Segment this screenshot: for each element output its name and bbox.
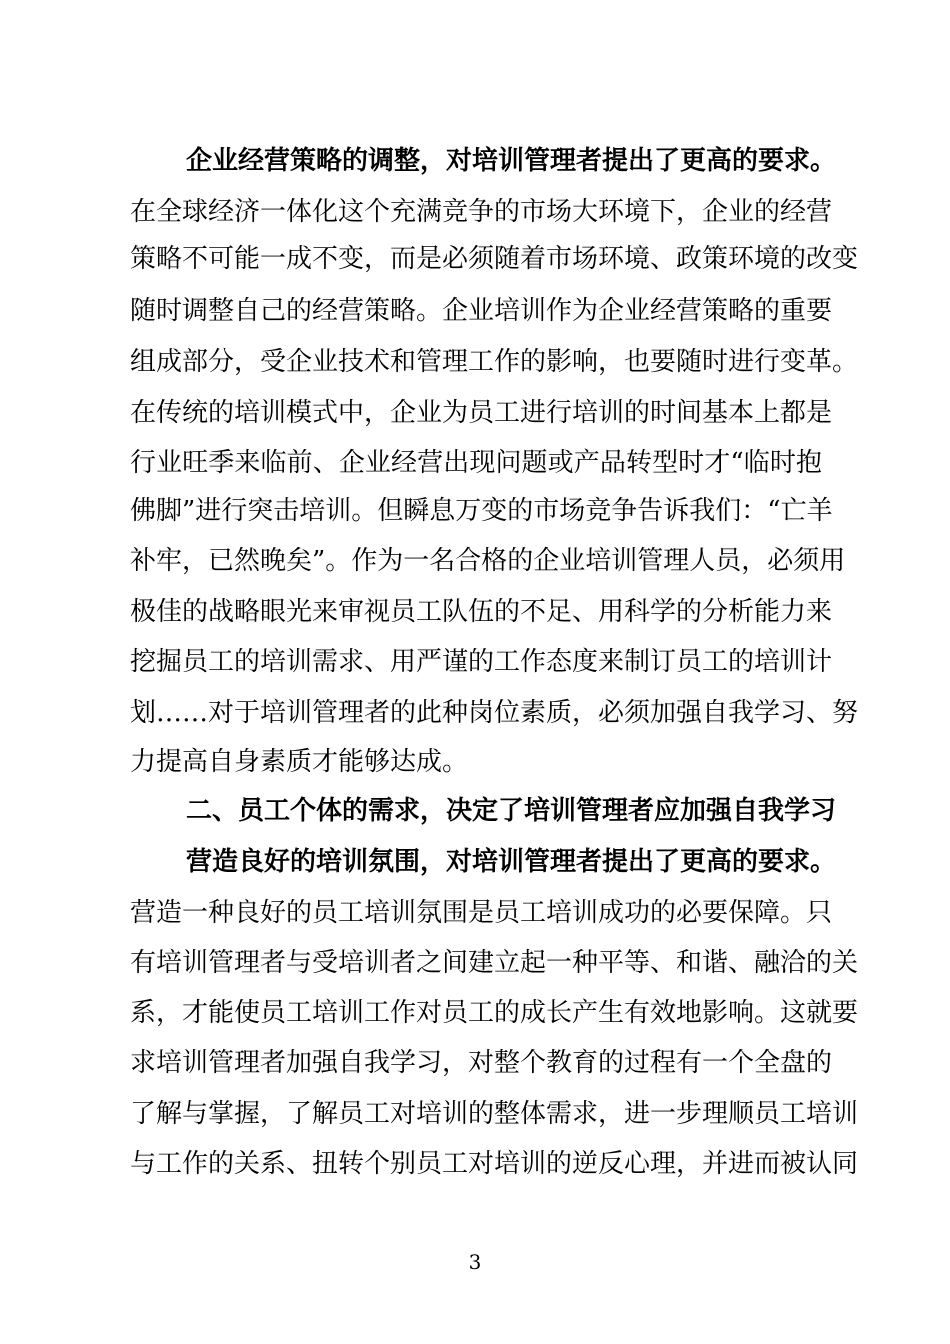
paragraph-line: 在全球经济一体化这个充满竞争的市场大环境下，企业的经营 <box>130 197 833 227</box>
paragraph-line: 与工作的关系、扭转个别员工对培训的逆反心理，并进而被认同 <box>130 1149 859 1179</box>
paragraph-line: 系，才能使员工培训工作对员工的成长产生有效地影响。这就要 <box>130 998 859 1028</box>
paragraph-line: 行业旺季来临前、企业经营出现问题或产品转型时才“临时抱 <box>130 448 822 478</box>
section-heading: 二、员工个体的需求，决定了培训管理者应加强自我学习 <box>186 796 837 826</box>
paragraph-line: 策略不可能一成不变，而是必须随着市场环境、政策环境的改变 <box>130 244 859 274</box>
section-heading: 企业经营策略的调整，对培训管理者提出了更高的要求。 <box>186 146 837 176</box>
paragraph-line: 有培训管理者与受培训者之间建立起一种平等、和谐、融洽的关 <box>130 948 859 978</box>
section-subheading: 营造良好的培训氛围，对培训管理者提出了更高的要求。 <box>186 847 837 877</box>
paragraph-line: 组成部分，受企业技术和管理工作的影响，也要随时进行变革。 <box>130 347 859 377</box>
paragraph-line: 在传统的培训模式中，企业为员工进行培训的时间基本上都是 <box>130 398 833 428</box>
page-number: 3 <box>468 1250 482 1274</box>
paragraph-line: 力提高自身素质才能够达成。 <box>130 747 469 777</box>
paragraph-line: 极佳的战略眼光来审视员工队伍的不足、用科学的分析能力来 <box>130 597 833 627</box>
paragraph-line: 佛脚”进行突击培训。但瞬息万变的市场竞争告诉我们：“亡羊 <box>130 496 833 526</box>
paragraph-line: 补牢，已然晚矣”。作为一名合格的企业培训管理人员，必须用 <box>130 546 846 576</box>
paragraph-line: 随时调整自己的经营策略。企业培训作为企业经营策略的重要 <box>130 296 833 326</box>
paragraph-line: 划……对于培训管理者的此种岗位素质，必须加强自我学习、努 <box>130 698 859 728</box>
paragraph-line: 求培训管理者加强自我学习，对整个教育的过程有一个全盘的 <box>130 1048 833 1078</box>
paragraph-line: 营造一种良好的员工培训氛围是员工培训成功的必要保障。只 <box>130 898 833 928</box>
paragraph-line: 了解与掌握，了解员工对培训的整体需求，进一步理顺员工培训 <box>130 1099 859 1129</box>
paragraph-line: 挖掘员工的培训需求、用严谨的工作态度来制订员工的培训计 <box>130 647 833 677</box>
